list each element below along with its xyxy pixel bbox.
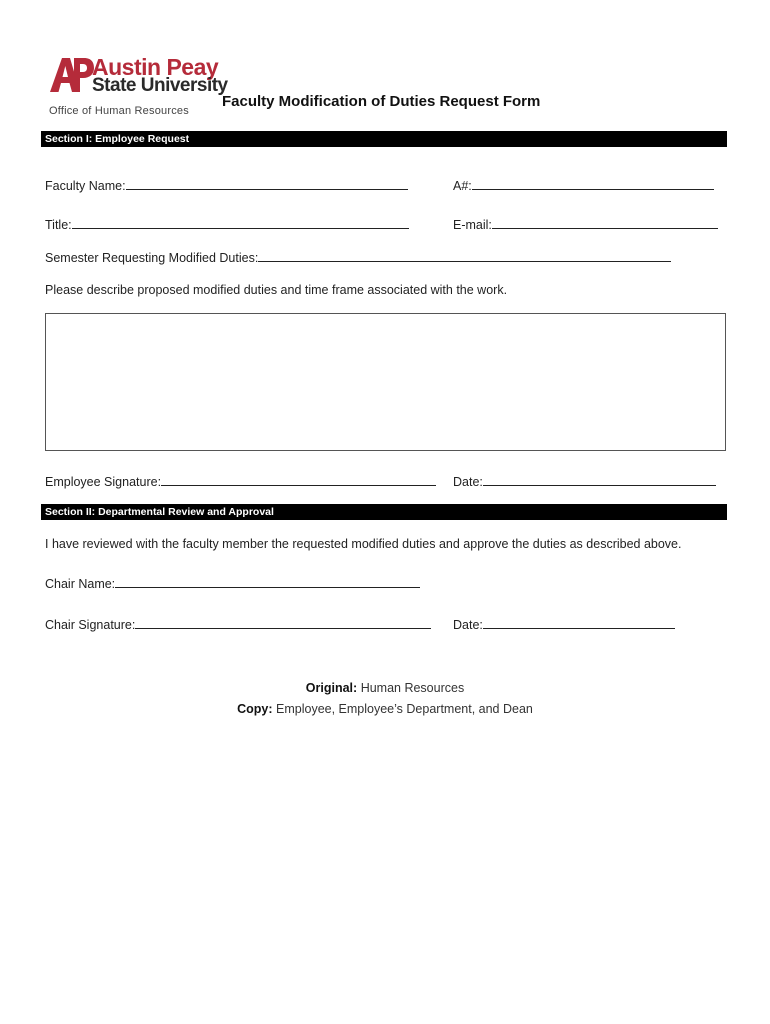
a-number-field[interactable]	[453, 177, 714, 193]
university-logo-icon	[50, 56, 94, 92]
chair-date-field[interactable]	[453, 616, 675, 632]
copy-label: Copy:	[237, 702, 273, 716]
semester-label: Semester Requesting Modified Duties:	[45, 251, 259, 265]
copy-value: Employee, Employee’s Department, and Dean	[276, 702, 533, 716]
office-name: Office of Human Resources	[49, 105, 189, 117]
title-label: Title:	[45, 218, 72, 232]
semester-line[interactable]	[258, 249, 671, 262]
employee-signature-line[interactable]	[161, 473, 436, 486]
logo-wordmark-bottom: State University	[92, 75, 228, 96]
chair-signature-field[interactable]	[45, 616, 431, 632]
modified-duties-description-box[interactable]	[45, 313, 726, 451]
email-field[interactable]	[453, 216, 718, 232]
chair-name-label: Chair Name:	[45, 577, 116, 591]
chair-name-line[interactable]	[115, 575, 420, 588]
email-label: E-mail:	[453, 218, 492, 232]
faculty-name-label: Faculty Name:	[45, 179, 126, 193]
logo-wordmark-top: Austin Peay	[92, 54, 219, 80]
original-value: Human Resources	[360, 681, 465, 695]
a-number-label: A#:	[453, 179, 472, 193]
email-line[interactable]	[492, 216, 718, 229]
semester-field[interactable]	[45, 249, 671, 265]
employee-date-field[interactable]	[453, 473, 716, 489]
chair-signature-line[interactable]	[135, 616, 431, 629]
title-field[interactable]	[45, 216, 409, 232]
chair-date-label: Date:	[453, 618, 483, 632]
employee-date-label: Date:	[453, 475, 483, 489]
section-1-heading: Section I: Employee Request	[41, 131, 727, 147]
a-number-line[interactable]	[472, 177, 714, 190]
employee-date-line[interactable]	[483, 473, 716, 486]
distribution-original	[0, 681, 770, 695]
employee-signature-field[interactable]	[45, 473, 436, 489]
employee-signature-label: Employee Signature:	[45, 475, 162, 489]
form-title: Faculty Modification of Duties Request Form	[222, 93, 541, 110]
distribution-copy	[0, 702, 770, 716]
section-2-heading: Section II: Departmental Review and Approval	[41, 504, 727, 520]
describe-prompt: Please describe proposed modified duties and time frame associated with the work.	[45, 283, 508, 297]
approval-statement: I have reviewed with the faculty member the requested modified duties and approve the duties as described above.	[45, 537, 682, 551]
chair-date-line[interactable]	[483, 616, 675, 629]
faculty-name-line[interactable]	[126, 177, 408, 190]
faculty-name-field[interactable]	[45, 177, 408, 193]
title-line[interactable]	[72, 216, 409, 229]
original-label: Original:	[305, 681, 358, 695]
chair-name-field[interactable]	[45, 575, 420, 591]
chair-signature-label: Chair Signature:	[45, 618, 136, 632]
